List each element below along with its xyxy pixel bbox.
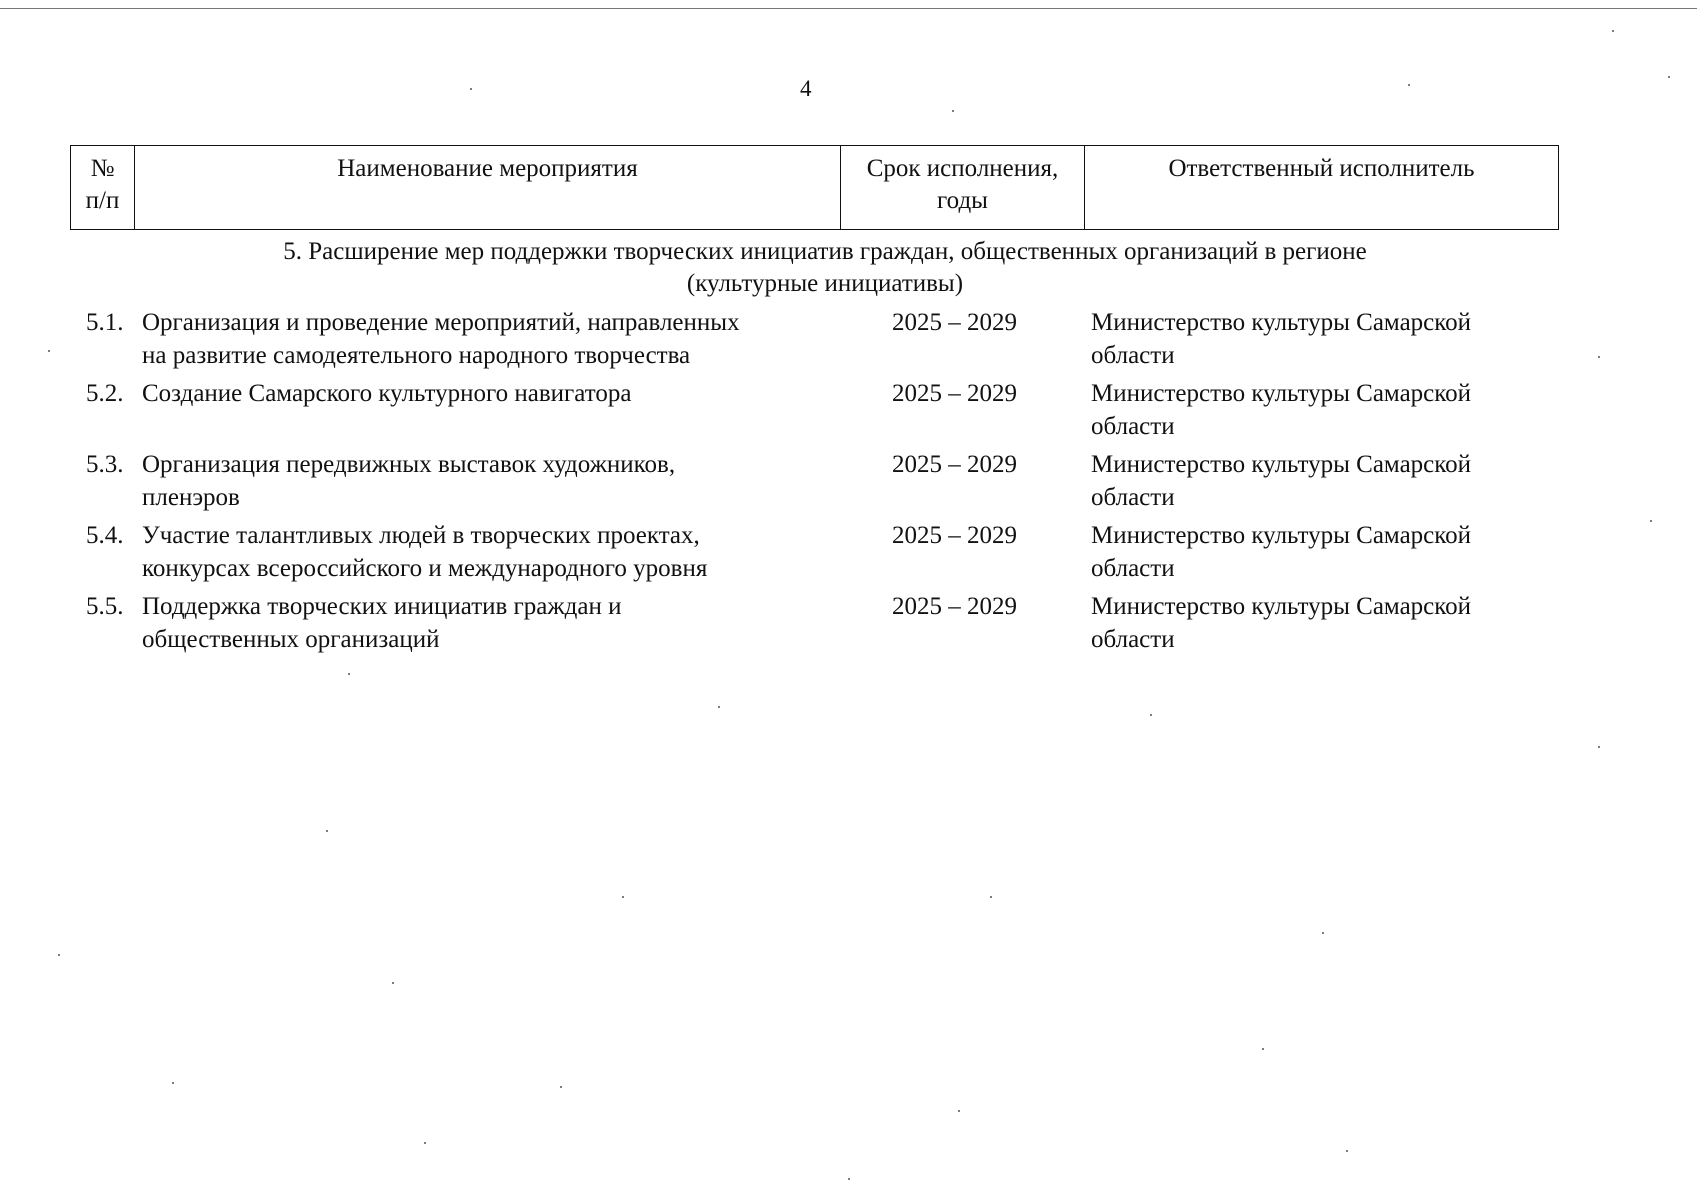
scan-speck [1612,30,1614,32]
row-term: 2025 – 2029 [892,451,1017,478]
scan-speck [392,982,394,984]
page-number: 4 [800,76,812,101]
row-term: 2025 – 2029 [892,380,1017,407]
row-term: 2025 – 2029 [892,593,1017,620]
row-name-line: Организация и проведение мероприятий, направленных [142,309,740,336]
header-term-column [841,146,1085,229]
scan-speck [958,1110,960,1112]
row-responsible-line: области [1091,342,1175,369]
scan-speck [348,673,350,675]
scan-speck [848,1178,850,1180]
row-responsible [1091,519,1561,585]
scan-speck [326,830,328,832]
row-responsible-line: области [1091,626,1175,653]
row-responsible-line: области [1091,555,1175,582]
scan-speck [172,1082,174,1084]
section-title-line: 5. Расширение мер поддержки творческих инициатив граждан, общественных организаций в регионе [283,238,1367,265]
scan-speck [718,706,720,708]
row-name-line: Поддержка творческих инициатив граждан и [142,593,622,620]
header-responsible-column [1085,146,1558,229]
scan-speck [1408,84,1410,86]
header-term-line: годы [937,187,988,214]
section-title-line: (культурные инициативы) [686,270,964,297]
table-header [70,145,1559,230]
scan-speck [560,1086,562,1088]
row-responsible-line: Министерство культуры Самарской [1091,451,1472,478]
row-name-line: Создание Самарского культурного навигатора [142,380,632,407]
row-name-line: Участие талантливых людей в творческих проектах, [142,522,700,549]
row-number: 5.2. [86,380,124,407]
row-name [142,519,862,585]
row-responsible [1091,590,1561,656]
row-responsible [1091,377,1561,443]
row-name [142,448,862,514]
header-term-line: Срок исполнения, [866,155,1059,182]
row-name-line: на развитие самодеятельного народного творчества [142,342,691,369]
row-responsible-line: Министерство культуры Самарской [1091,522,1472,549]
row-responsible-line: области [1091,413,1175,440]
scan-speck [58,954,60,956]
row-name-line: Организация передвижных выставок художников, [142,451,676,478]
row-name [142,590,862,656]
row-responsible-line: Министерство культуры Самарской [1091,380,1472,407]
row-number: 5.1. [86,309,124,336]
row-responsible [1091,306,1561,372]
scan-speck [1262,1048,1264,1050]
row-responsible-line: области [1091,484,1175,511]
scan-speck [1346,1150,1348,1152]
row-term: 2025 – 2029 [892,522,1017,549]
row-responsible-line: Министерство культуры Самарской [1091,309,1472,336]
scan-speck [1150,714,1152,716]
header-number-line: № [90,155,115,182]
scan-speck [1598,746,1600,748]
header-responsible-line: Ответственный исполнитель [1168,155,1475,182]
scan-speck [622,896,624,898]
scan-speck [424,1142,426,1144]
row-number: 5.3. [86,451,124,478]
row-number: 5.5. [86,593,124,620]
header-number-line: п/п [85,187,120,214]
row-name-line: общественных организаций [142,626,440,653]
row-responsible-line: Министерство культуры Самарской [1091,593,1472,620]
row-number: 5.4. [86,522,124,549]
scan-speck [990,896,992,898]
header-number-column [71,146,135,229]
scan-speck [952,110,954,112]
scan-speck [1322,932,1324,934]
row-name [142,306,862,372]
header-name-line: Наименование мероприятия [337,155,638,182]
row-name-line: пленэров [142,484,240,511]
scan-speck [470,88,472,90]
scan-speck [1668,76,1670,78]
row-name-line: конкурсах всероссийского и международного уровня [142,555,708,582]
scan-edge-line [0,8,1697,9]
header-name-column [135,146,841,229]
section-title [150,236,1500,300]
scan-speck [1650,520,1652,522]
row-name [142,377,862,410]
row-responsible [1091,448,1561,514]
scan-speck [1598,356,1600,358]
scan-speck [48,350,50,352]
row-term: 2025 – 2029 [892,309,1017,336]
